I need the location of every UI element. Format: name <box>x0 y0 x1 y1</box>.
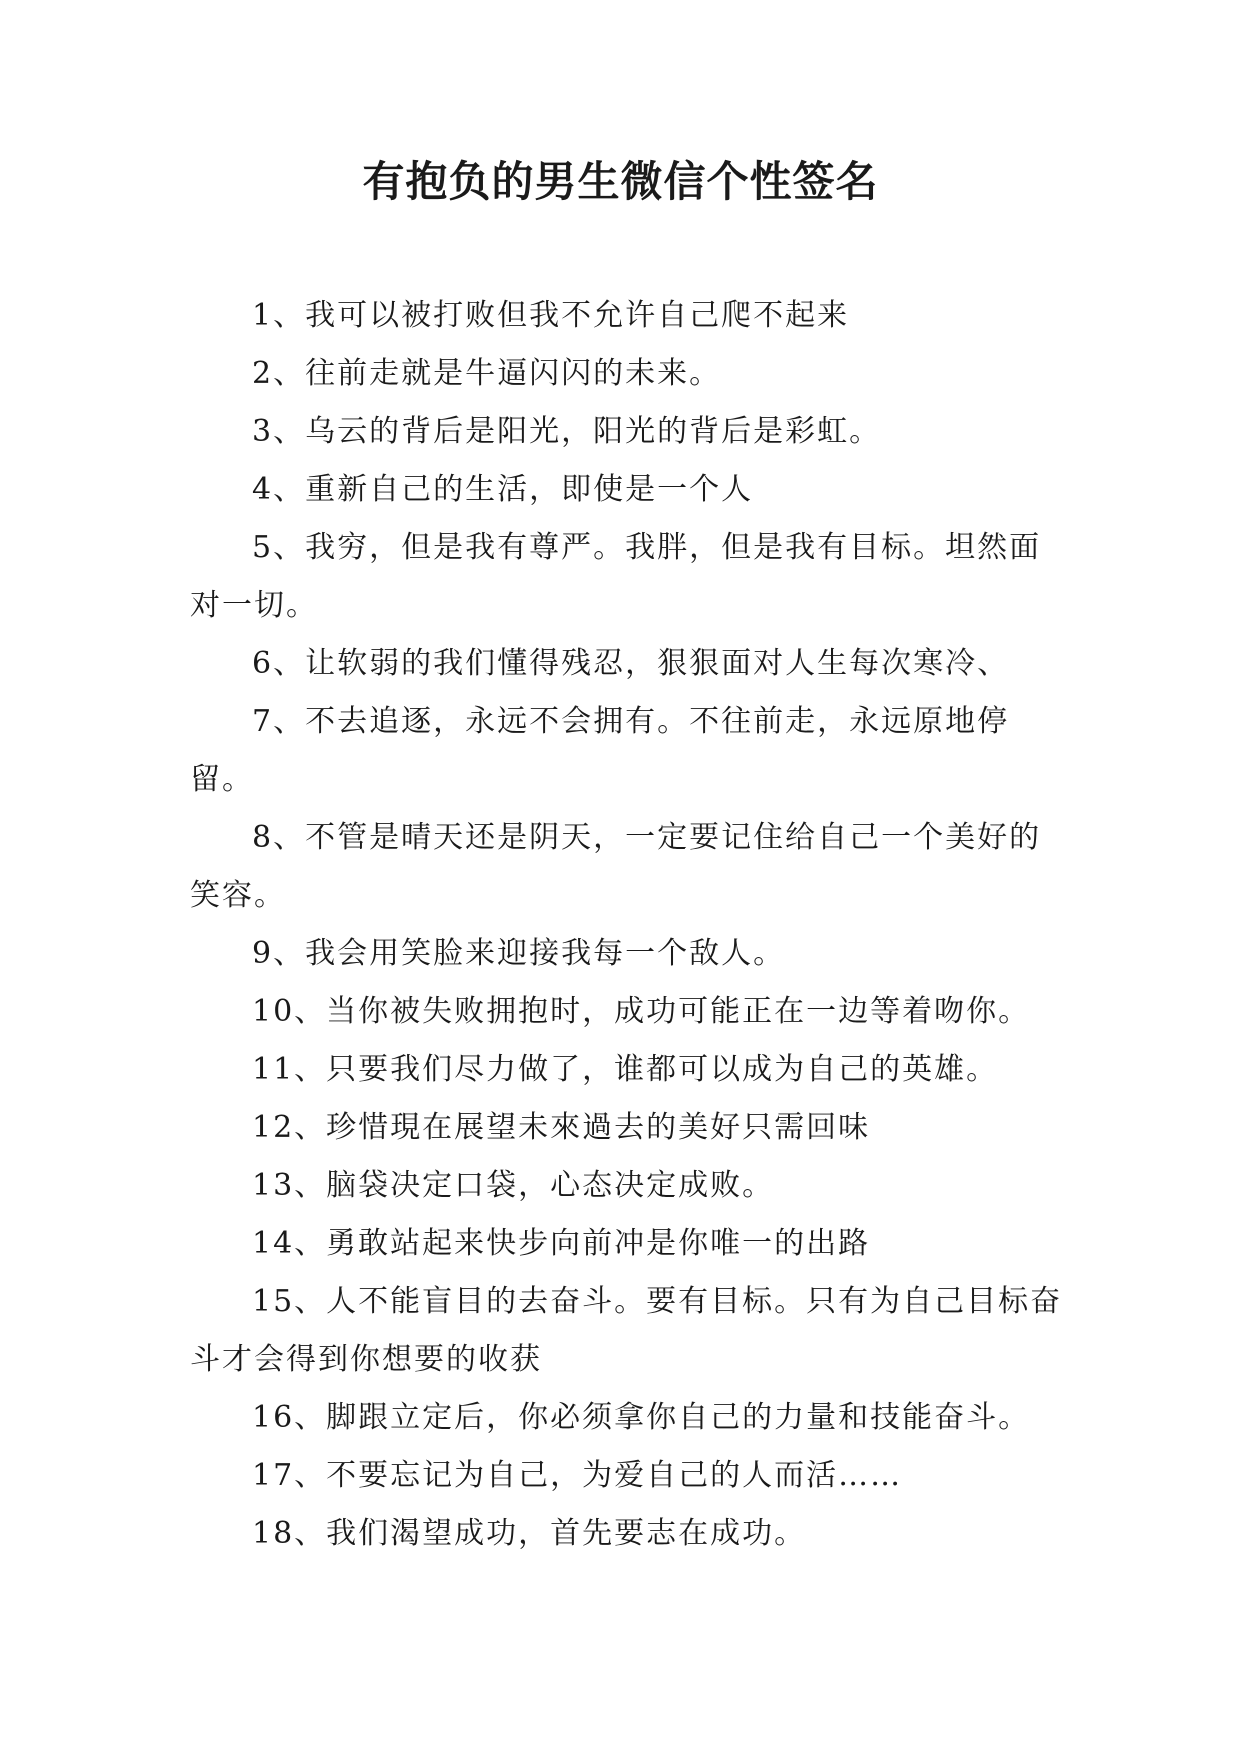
signature-list <box>190 287 1070 1563</box>
list-item: 10、当你被失败拥抱时，成功可能正在一边等着吻你。 <box>252 994 1031 1029</box>
list-item: 12、珍惜現在展望未來過去的美好只需回味 <box>252 1110 871 1145</box>
list-item: 4、重新自己的生活，即使是一个人 <box>252 472 754 507</box>
list-item: 11、只要我们尽力做了，谁都可以成为自己的英雄。 <box>252 1052 999 1087</box>
page-title: 有抱负的男生微信个性签名 <box>362 157 879 206</box>
list-item: 7、不去追逐，永远不会拥有。不往前走，永远原地停留。 <box>190 704 1010 797</box>
list-item: 2、往前走就是牛逼闪闪的未来。 <box>252 356 722 391</box>
list-item: 14、勇敢站起来快步向前冲是你唯一的出路 <box>252 1226 871 1261</box>
list-item: 13、脑袋决定口袋，心态决定成败。 <box>252 1168 775 1203</box>
list-item: 1、我可以被打败但我不允许自己爬不起来 <box>252 298 850 333</box>
list-item: 18、我们渴望成功，首先要志在成功。 <box>252 1516 807 1551</box>
list-item: 6、让软弱的我们懂得残忍，狠狠面对人生每次寒冷、 <box>252 646 1010 681</box>
list-item: 5、我穷，但是我有尊严。我胖，但是我有目标。坦然面对一切。 <box>190 530 1042 623</box>
list-item: 9、我会用笑脸来迎接我每一个敌人。 <box>252 936 786 971</box>
list-item: 16、脚跟立定后，你必须拿你自己的力量和技能奋斗。 <box>252 1400 1031 1435</box>
list-item: 8、不管是晴天还是阴天，一定要记住给自己一个美好的笑容。 <box>190 820 1042 913</box>
list-item: 3、乌云的背后是阳光，阳光的背后是彩虹。 <box>252 414 882 449</box>
list-item: 17、不要忘记为自己，为爱自己的人而活…… <box>252 1458 903 1493</box>
list-item: 15、人不能盲目的去奋斗。要有目标。只有为自己目标奋斗才会得到你想要的收获 <box>190 1284 1063 1377</box>
